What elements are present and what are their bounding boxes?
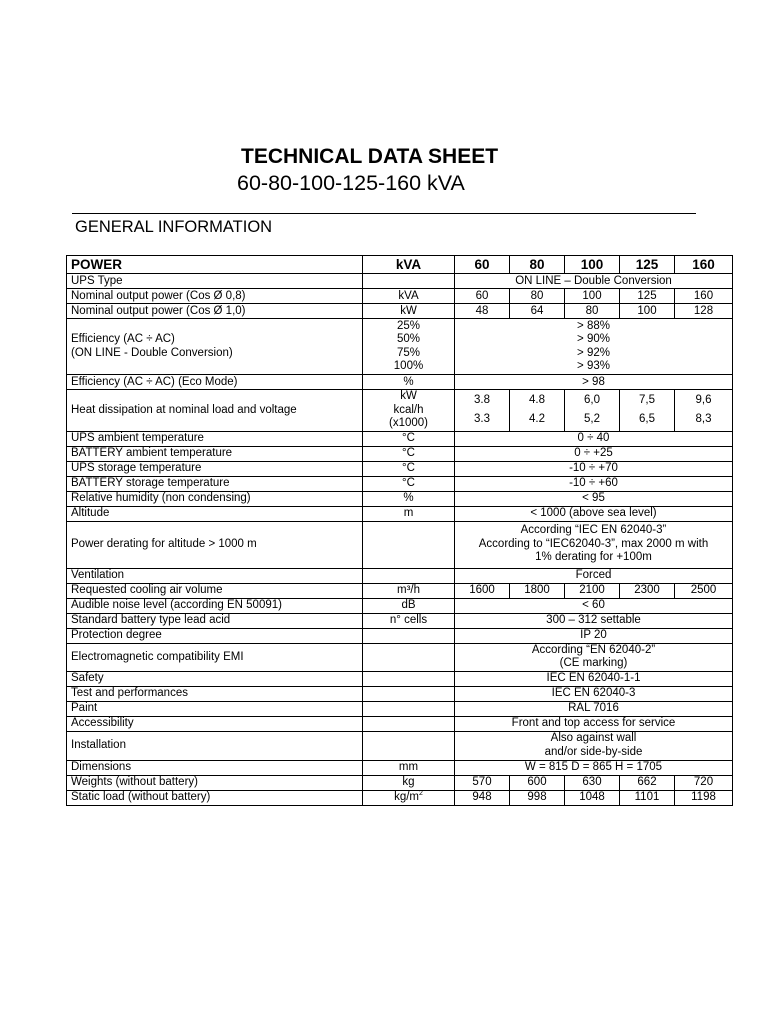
header-label: POWER bbox=[67, 256, 363, 274]
table-row bbox=[67, 568, 733, 583]
row-label: Nominal output power (Cos Ø 0,8) bbox=[67, 289, 363, 304]
value-cell bbox=[675, 390, 733, 432]
unit-cell: kVA bbox=[363, 289, 455, 304]
unit-cell bbox=[363, 319, 455, 375]
value-cell: 2300 bbox=[620, 583, 675, 598]
table-row bbox=[67, 476, 733, 491]
row-label: Requested cooling air volume bbox=[67, 583, 363, 598]
row-label: Efficiency (AC ÷ AC) (Eco Mode) bbox=[67, 375, 363, 390]
table-row bbox=[67, 461, 733, 476]
derating-line: According “IEC EN 62040-3” bbox=[520, 524, 667, 537]
table-row bbox=[67, 390, 733, 432]
unit-cell bbox=[363, 790, 455, 805]
unit-cell bbox=[363, 274, 455, 289]
unit-line: kcal/h bbox=[393, 403, 424, 416]
efficiency-value: > 90% bbox=[577, 333, 610, 345]
table-row bbox=[67, 613, 733, 628]
spec-table bbox=[66, 255, 733, 806]
load-level: 100% bbox=[393, 360, 424, 372]
unit-cell: % bbox=[363, 375, 455, 390]
value-cell: 720 bbox=[675, 775, 733, 790]
row-label: UPS Type bbox=[67, 274, 363, 289]
document-subtitle: 60-80-100-125-160 kVA bbox=[237, 171, 465, 195]
value-cell: 300 – 312 settable bbox=[455, 613, 733, 628]
kcal-value: 4.2 bbox=[529, 413, 545, 426]
kw-value: 4.8 bbox=[529, 393, 545, 406]
value-cell: 600 bbox=[510, 775, 565, 790]
value-cell: IP 20 bbox=[455, 628, 733, 643]
unit-exponent: 2 bbox=[419, 790, 423, 798]
value-cell: 100 bbox=[565, 289, 620, 304]
row-label: Relative humidity (non condensing) bbox=[67, 491, 363, 506]
table-row bbox=[67, 274, 733, 289]
table-row bbox=[67, 506, 733, 521]
row-label: Audible noise level (according EN 50091) bbox=[67, 598, 363, 613]
derating-line: 1% derating for +100m bbox=[535, 551, 652, 564]
table-row bbox=[67, 583, 733, 598]
value-cell: 570 bbox=[455, 775, 510, 790]
table-row bbox=[67, 521, 733, 568]
unit-cell bbox=[363, 643, 455, 671]
unit-cell bbox=[363, 701, 455, 716]
value-cell: IEC EN 62040-1-1 bbox=[455, 671, 733, 686]
value-cell: 160 bbox=[675, 289, 733, 304]
row-label-line: Efficiency (AC ÷ AC) bbox=[71, 333, 175, 345]
table-row bbox=[67, 671, 733, 686]
unit-cell bbox=[363, 521, 455, 568]
value-cell: 998 bbox=[510, 790, 565, 805]
unit-cell: m bbox=[363, 506, 455, 521]
install-line: Also against wall bbox=[550, 732, 637, 744]
table-row bbox=[67, 491, 733, 506]
unit-cell bbox=[363, 686, 455, 701]
row-label: Dimensions bbox=[67, 760, 363, 775]
value-cell: 1048 bbox=[565, 790, 620, 805]
row-label: Weights (without battery) bbox=[67, 775, 363, 790]
kw-value: 9,6 bbox=[695, 393, 712, 406]
row-label bbox=[67, 319, 363, 375]
row-label: Ventilation bbox=[67, 568, 363, 583]
unit-cell: kW bbox=[363, 304, 455, 319]
kw-value: 7,5 bbox=[639, 393, 655, 406]
table-header-row bbox=[67, 256, 733, 274]
load-level: 75% bbox=[396, 346, 421, 359]
header-rule bbox=[72, 213, 696, 214]
section-heading: GENERAL INFORMATION bbox=[75, 218, 273, 236]
unit-cell: °C bbox=[363, 476, 455, 491]
load-level: 50% bbox=[396, 333, 421, 345]
header-model-cell: 100 bbox=[565, 256, 620, 274]
value-cell: 1198 bbox=[675, 790, 733, 805]
header-model-cell: 160 bbox=[675, 256, 733, 274]
unit-cell: m³/h bbox=[363, 583, 455, 598]
row-label: Paint bbox=[67, 701, 363, 716]
value-cell: < 1000 (above sea level) bbox=[455, 506, 733, 521]
table-row bbox=[67, 731, 733, 760]
unit-cell: mm bbox=[363, 760, 455, 775]
value-cell: 80 bbox=[565, 304, 620, 319]
row-label: Accessibility bbox=[67, 716, 363, 731]
value-cell: 2100 bbox=[565, 583, 620, 598]
value-cell: 1101 bbox=[620, 790, 675, 805]
table-row bbox=[67, 598, 733, 613]
value-cell: 100 bbox=[620, 304, 675, 319]
emi-line: (CE marking) bbox=[559, 657, 628, 669]
efficiency-value: > 92% bbox=[577, 346, 610, 359]
value-cell: 64 bbox=[510, 304, 565, 319]
row-label: Power derating for altitude > 1000 m bbox=[67, 521, 363, 568]
table-row bbox=[67, 304, 733, 319]
row-label: Standard battery type lead acid bbox=[67, 613, 363, 628]
value-cell: 80 bbox=[510, 289, 565, 304]
table-row bbox=[67, 686, 733, 701]
value-cell: 1600 bbox=[455, 583, 510, 598]
value-cell bbox=[565, 390, 620, 432]
header-model-cell: 60 bbox=[455, 256, 510, 274]
unit-cell: °C bbox=[363, 461, 455, 476]
value-cell: RAL 7016 bbox=[455, 701, 733, 716]
row-label: Heat dissipation at nominal load and voltage bbox=[67, 390, 363, 432]
unit-cell: °C bbox=[363, 446, 455, 461]
unit-line: (x1000) bbox=[389, 417, 428, 429]
unit-cell bbox=[363, 568, 455, 583]
value-cell: -10 ÷ +70 bbox=[455, 461, 733, 476]
table-row bbox=[67, 716, 733, 731]
unit-cell bbox=[363, 671, 455, 686]
unit-cell bbox=[363, 628, 455, 643]
table-row bbox=[67, 289, 733, 304]
value-cell: ON LINE – Double Conversion bbox=[455, 274, 733, 289]
value-cell bbox=[455, 521, 733, 568]
value-cell: -10 ÷ +60 bbox=[455, 476, 733, 491]
value-cell: 128 bbox=[675, 304, 733, 319]
value-cell bbox=[620, 390, 675, 432]
value-cell: Forced bbox=[455, 568, 733, 583]
row-label: Static load (without battery) bbox=[67, 790, 363, 805]
value-cell: < 60 bbox=[455, 598, 733, 613]
value-cell: > 98 bbox=[455, 375, 733, 390]
value-cell: < 95 bbox=[455, 491, 733, 506]
kw-value: 3.8 bbox=[474, 393, 490, 406]
kcal-value: 3.3 bbox=[474, 413, 490, 426]
row-label: BATTERY storage temperature bbox=[67, 476, 363, 491]
row-label-line: (ON LINE - Double Conversion) bbox=[71, 346, 233, 359]
derating-line: According to “IEC62040-3”, max 2000 m with bbox=[478, 537, 709, 550]
value-cell: IEC EN 62040-3 bbox=[455, 686, 733, 701]
table-row bbox=[67, 775, 733, 790]
unit-base: kg/m bbox=[394, 791, 419, 803]
kw-value: 6,0 bbox=[584, 393, 600, 406]
row-label: Altitude bbox=[67, 506, 363, 521]
value-cell bbox=[510, 390, 565, 432]
value-cell: 0 ÷ 40 bbox=[455, 431, 733, 446]
unit-cell bbox=[363, 390, 455, 432]
row-label: Test and performances bbox=[67, 686, 363, 701]
unit-line: kW bbox=[400, 390, 417, 402]
value-cell: 48 bbox=[455, 304, 510, 319]
table-row bbox=[67, 790, 733, 805]
value-cell bbox=[455, 731, 733, 760]
unit-cell: % bbox=[363, 491, 455, 506]
header-model-cell: 80 bbox=[510, 256, 565, 274]
value-cell: 1800 bbox=[510, 583, 565, 598]
value-cell: W = 815 D = 865 H = 1705 bbox=[455, 760, 733, 775]
value-cell: 0 ÷ +25 bbox=[455, 446, 733, 461]
row-label: UPS storage temperature bbox=[67, 461, 363, 476]
table-row bbox=[67, 319, 733, 375]
value-cell: 662 bbox=[620, 775, 675, 790]
kcal-value: 8,3 bbox=[695, 413, 712, 426]
unit-cell: kg bbox=[363, 775, 455, 790]
unit-cell: °C bbox=[363, 431, 455, 446]
table-row bbox=[67, 628, 733, 643]
value-cell bbox=[455, 390, 510, 432]
emi-line: According “EN 62040-2” bbox=[531, 643, 656, 656]
value-cell: 630 bbox=[565, 775, 620, 790]
header-model-cell: 125 bbox=[620, 256, 675, 274]
document-title: TECHNICAL DATA SHEET bbox=[241, 145, 499, 168]
row-label: UPS ambient temperature bbox=[67, 431, 363, 446]
efficiency-value: > 93% bbox=[577, 360, 610, 372]
table-row bbox=[67, 446, 733, 461]
header-unit: kVA bbox=[363, 256, 455, 274]
row-label: Protection degree bbox=[67, 628, 363, 643]
row-label: BATTERY ambient temperature bbox=[67, 446, 363, 461]
value-cell: 948 bbox=[455, 790, 510, 805]
unit-cell bbox=[363, 731, 455, 760]
unit-cell bbox=[363, 716, 455, 731]
value-cell bbox=[455, 643, 733, 671]
row-label: Electromagnetic compatibility EMI bbox=[67, 643, 363, 671]
table-row bbox=[67, 643, 733, 671]
unit-cell: dB bbox=[363, 598, 455, 613]
kcal-value: 6,5 bbox=[639, 413, 655, 426]
table-row bbox=[67, 431, 733, 446]
table-row bbox=[67, 375, 733, 390]
value-cell: Front and top access for service bbox=[455, 716, 733, 731]
row-label: Nominal output power (Cos Ø 1,0) bbox=[67, 304, 363, 319]
value-cell bbox=[455, 319, 733, 375]
table-row bbox=[67, 701, 733, 716]
row-label: Installation bbox=[67, 731, 363, 760]
unit-cell: n° cells bbox=[363, 613, 455, 628]
kcal-value: 5,2 bbox=[584, 413, 600, 426]
row-label: Safety bbox=[67, 671, 363, 686]
install-line: and/or side-by-side bbox=[544, 745, 643, 758]
load-level: 25% bbox=[396, 319, 421, 332]
value-cell: 2500 bbox=[675, 583, 733, 598]
table-row bbox=[67, 760, 733, 775]
value-cell: 60 bbox=[455, 289, 510, 304]
value-cell: 125 bbox=[620, 289, 675, 304]
efficiency-value: > 88% bbox=[577, 319, 610, 332]
